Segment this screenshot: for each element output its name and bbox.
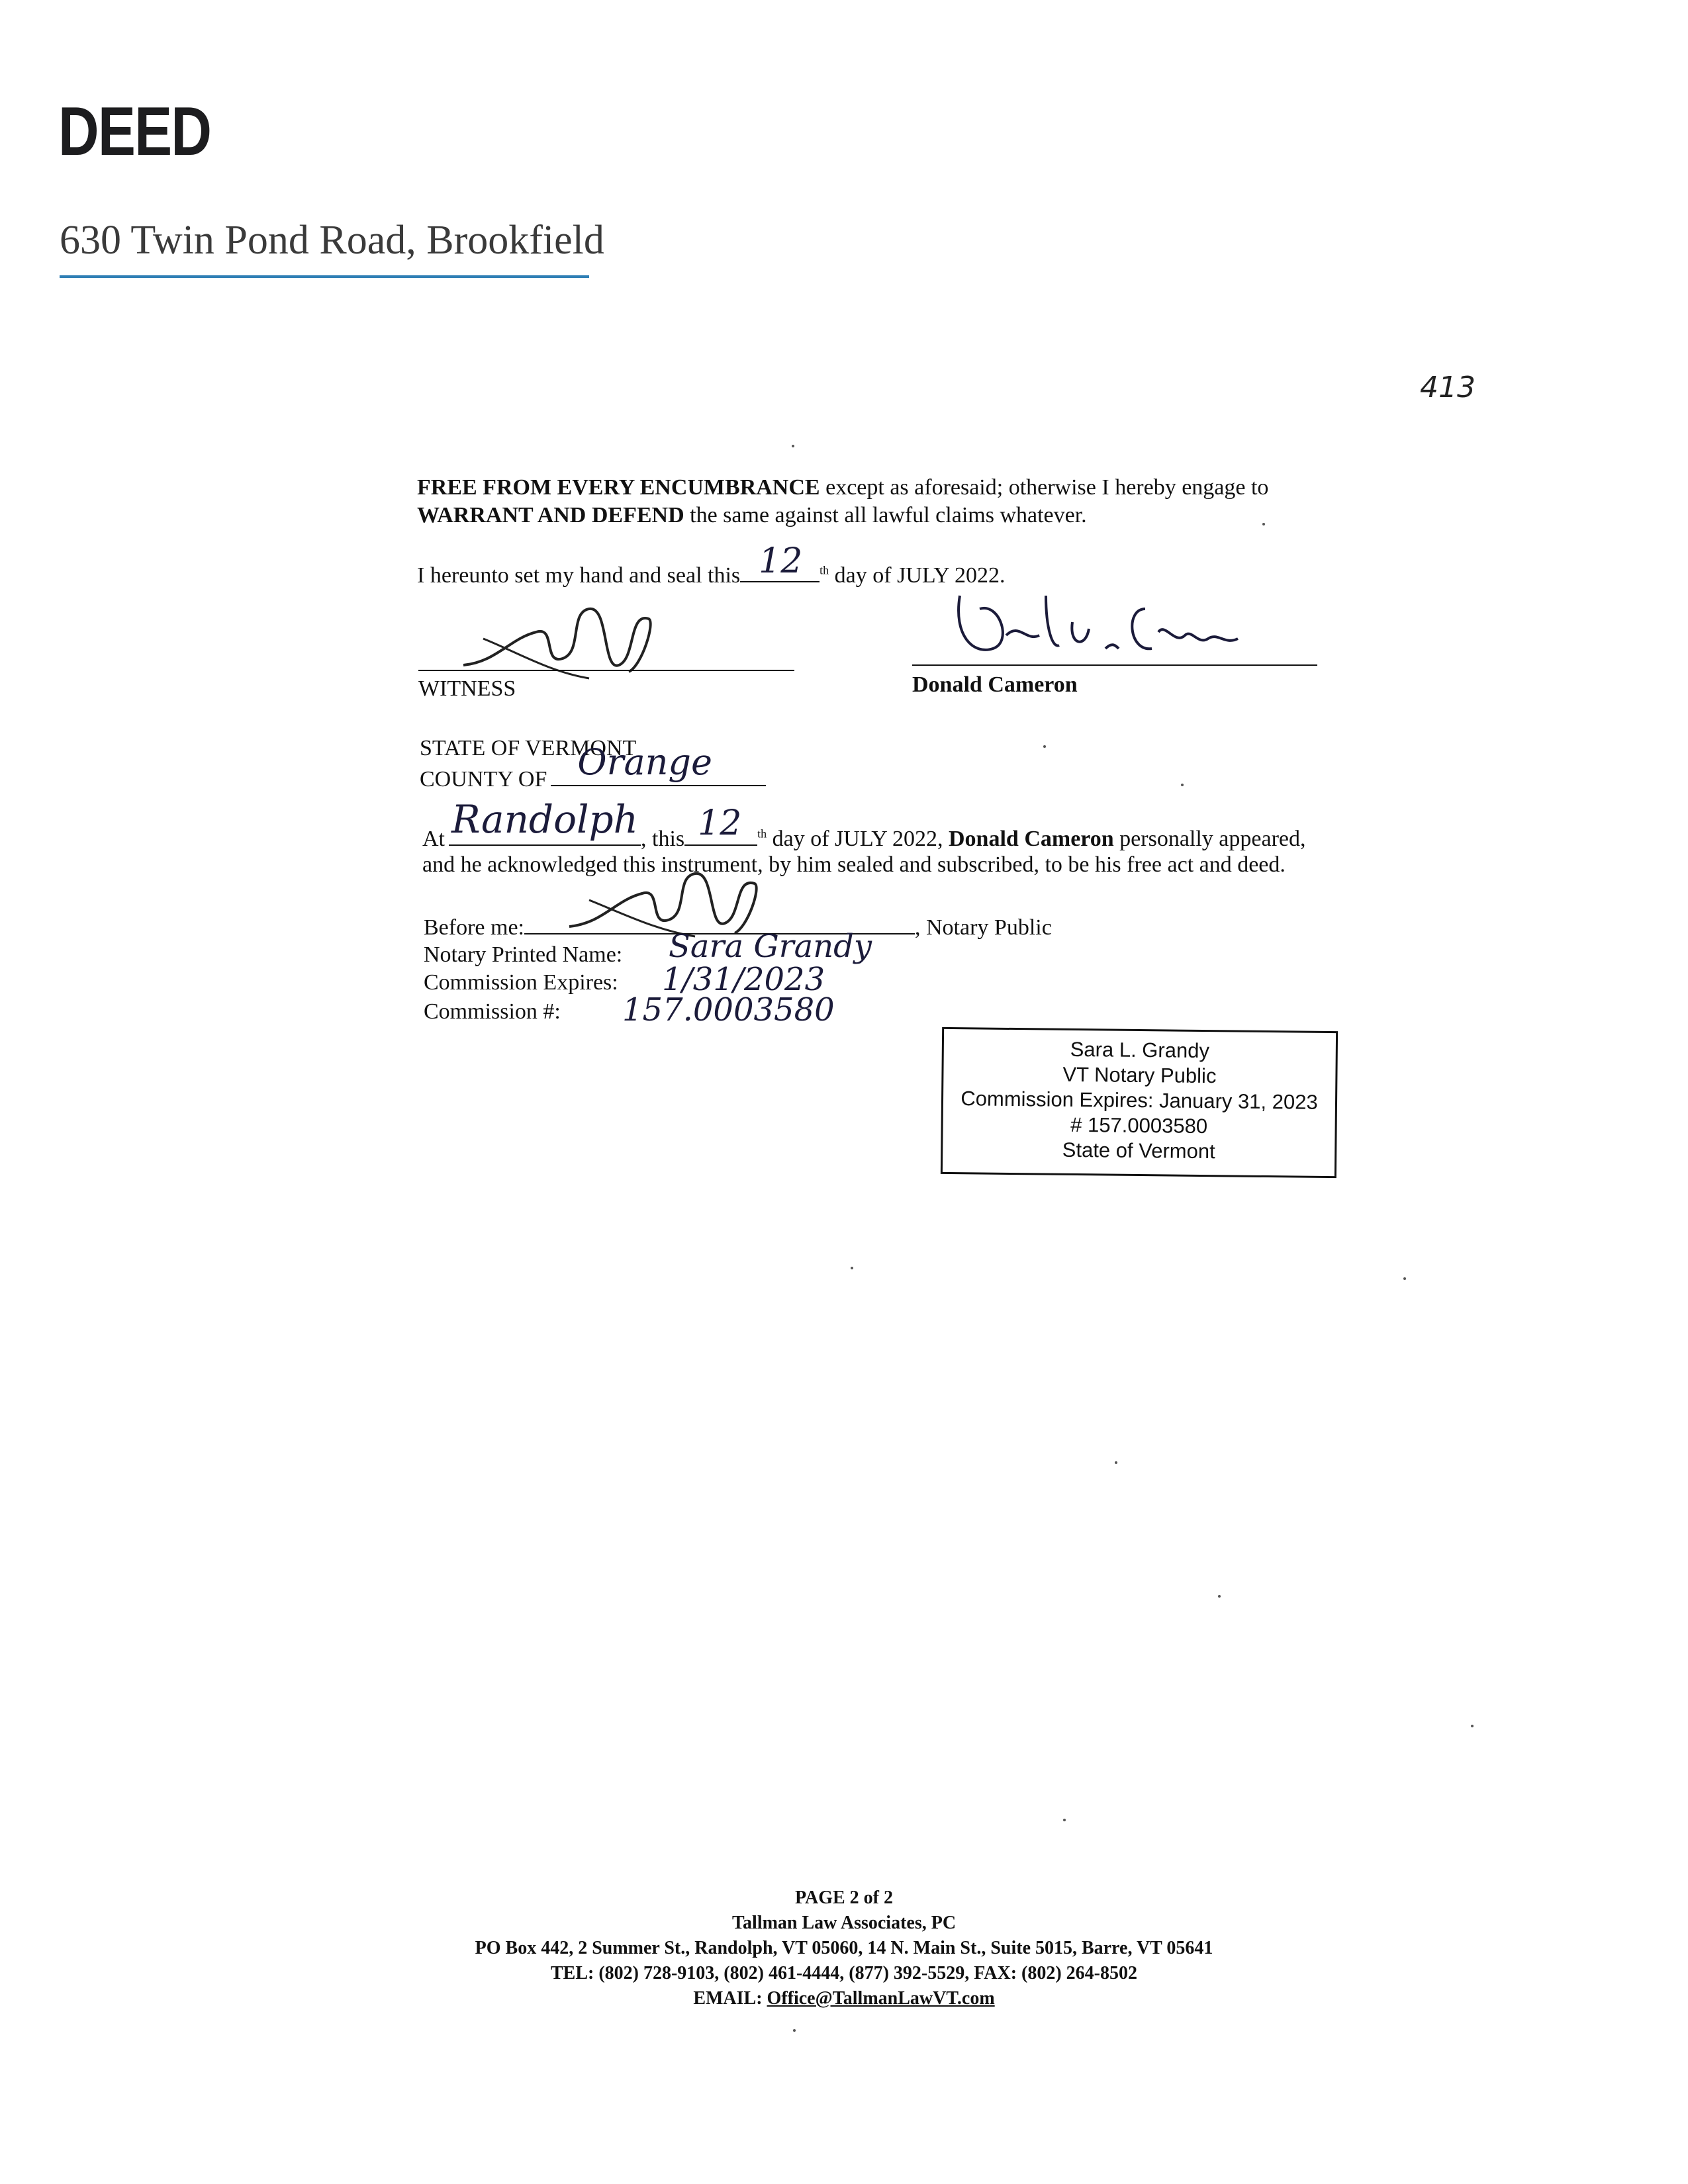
footer-email-label: EMAIL: xyxy=(693,1988,767,2009)
commission-expires-label: Commission Expires: xyxy=(424,970,618,995)
page-title: DEED xyxy=(58,93,211,170)
stamp-title: VT Notary Public xyxy=(1062,1062,1217,1088)
ack-day-handwritten: 12 xyxy=(698,803,742,843)
ack-person: Donald Cameron xyxy=(949,827,1114,851)
witness-label: WITNESS xyxy=(418,676,516,701)
at-label: At xyxy=(422,827,445,851)
scan-speck xyxy=(851,1267,853,1269)
witness-signature-line xyxy=(418,670,794,671)
grantor-name: Donald Cameron xyxy=(912,672,1078,697)
scan-speck xyxy=(1043,745,1046,748)
grantor-signature-line xyxy=(912,664,1317,666)
scan-speck xyxy=(1403,1277,1406,1280)
notary-printed-name-label: Notary Printed Name: xyxy=(424,942,623,967)
covenant-text-2: the same against all lawful claims whatever. xyxy=(684,503,1087,527)
stamp-number: # 157.0003580 xyxy=(1070,1113,1208,1138)
property-address: 630 Twin Pond Road, Brookfield xyxy=(60,218,604,263)
county-blank xyxy=(551,741,766,786)
footer-firm: Tallman Law Associates, PC xyxy=(731,1913,957,1933)
notary-public-label: , Notary Public xyxy=(915,915,1052,940)
ack-appeared: personally appeared, xyxy=(1113,827,1306,851)
footer-email-line xyxy=(0,1988,1688,2009)
footer-page-number: PAGE 2 of 2 xyxy=(794,1888,894,1908)
scan-speck xyxy=(1063,1819,1066,1821)
witness-signature xyxy=(457,599,669,685)
ack-day-blank xyxy=(684,803,757,846)
before-me-label: Before me: xyxy=(424,915,524,940)
covenant-line-2 xyxy=(417,503,1087,528)
notary-printed-name-handwritten: Sara Grandy xyxy=(669,928,872,965)
scan-speck xyxy=(793,2029,796,2032)
this-label: , this xyxy=(641,827,685,851)
covenant-bold-2: WARRANT AND DEFEND xyxy=(417,503,684,527)
grantor-signature xyxy=(947,582,1251,668)
seal-th: th xyxy=(820,563,829,577)
stamp-state: State of Vermont xyxy=(1062,1138,1215,1163)
ack-th: th xyxy=(757,827,767,841)
footer-tel: TEL: (802) 728-9103, (802) 461-4444, (877) 392-5529, FAX: (802) 264-8502 xyxy=(550,1963,1138,1983)
scan-speck xyxy=(1262,523,1265,525)
scan-speck xyxy=(1181,784,1184,786)
scan-speck xyxy=(792,445,794,447)
seal-suffix: day of JULY 2022. xyxy=(829,563,1006,588)
commission-number-handwritten: 157.0003580 xyxy=(622,991,835,1028)
county-label: COUNTY OF xyxy=(420,767,547,792)
commission-expires-handwritten: 1/31/2023 xyxy=(662,961,825,998)
notary-stamp xyxy=(941,1027,1338,1178)
seal-prefix: I hereunto set my hand and seal this xyxy=(417,563,741,588)
stamp-expires: Commission Expires: January 31, 2023 xyxy=(961,1087,1318,1114)
handwritten-page-number: 413 xyxy=(1420,371,1476,404)
footer-address: PO Box 442, 2 Summer St., Randolph, VT 05060, 14 N. Main St., Suite 5015, Barre, VT 05641 xyxy=(475,1938,1213,1958)
seal-line xyxy=(417,541,1006,588)
footer-email-link[interactable]: Office@TallmanLawVT.com xyxy=(767,1988,995,2009)
seal-day-blank xyxy=(740,541,820,582)
scan-speck xyxy=(1218,1595,1221,1598)
state-line: STATE OF VERMONT xyxy=(420,736,637,760)
town-handwritten: Randolph xyxy=(451,797,639,842)
appearance-line xyxy=(422,797,1306,852)
acknowledgment-line-2: and he acknowledged this instrument, by him sealed and subscribed, to be his free act and deed. xyxy=(422,852,1286,877)
county-handwritten: Orange xyxy=(577,741,712,783)
covenant-bold-1: FREE FROM EVERY ENCUMBRANCE xyxy=(417,475,820,500)
ack-day-of: day of JULY 2022, xyxy=(767,827,949,851)
scan-speck xyxy=(1115,1461,1117,1464)
stamp-name: Sara L. Grandy xyxy=(1070,1037,1210,1063)
covenant-line-1 xyxy=(417,475,1268,500)
town-blank xyxy=(449,797,641,846)
seal-day-handwritten: 12 xyxy=(759,541,803,581)
scan-speck xyxy=(1471,1725,1474,1727)
commission-number-label: Commission #: xyxy=(424,999,561,1024)
covenant-text-1: except as aforesaid; otherwise I hereby engage to xyxy=(820,475,1269,500)
